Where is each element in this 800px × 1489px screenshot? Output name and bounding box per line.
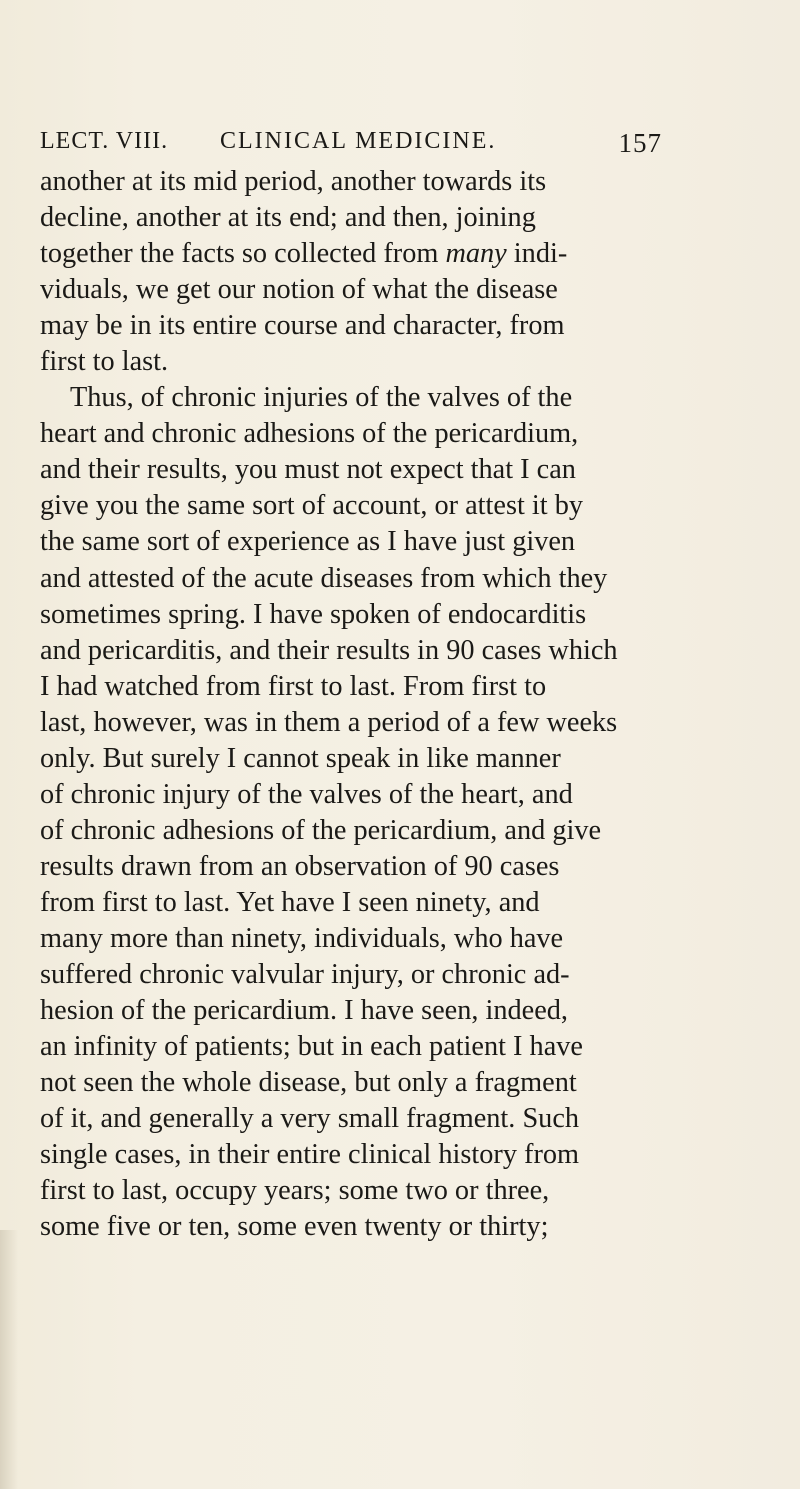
body-text (40, 164, 680, 1245)
text-line: some five or ten, some even twenty or thirty; (40, 1211, 549, 1243)
text-line: single cases, in their entire clinical history from (40, 1139, 580, 1171)
text-line: decline, another at its end; and then, joining (40, 202, 536, 234)
header-title: CLINICAL MEDICINE. (220, 128, 497, 154)
text-line: first to last. (40, 346, 169, 378)
text-line (40, 236, 680, 272)
text-line: from first to last. Yet have I seen ninety, and (40, 886, 540, 918)
text-line: last, however, was in them a period of a few weeks (40, 706, 618, 738)
text-line: many more than ninety, individuals, who have (40, 922, 564, 954)
page-number: 157 (618, 128, 662, 158)
text-line: another at its mid period, another towards its (40, 166, 547, 197)
text-line: and pericarditis, and their results in 90 cases which (40, 634, 618, 666)
text-line: not seen the whole disease, but only a fragment (40, 1067, 577, 1099)
text-line: give you the same sort of account, or attest it by (40, 490, 584, 522)
text-line: I had watched from first to last. From first to (40, 670, 547, 702)
running-header (40, 128, 662, 168)
text-line: may be in its entire course and character, from (40, 310, 565, 342)
page-edge-shadow (0, 1230, 18, 1489)
text-line: only. But surely I cannot speak in like manner (40, 742, 561, 774)
text-line: the same sort of experience as I have just given (40, 526, 576, 558)
text-line-start: together the facts so collected from (40, 238, 446, 270)
text-line: sometimes spring. I have spoken of endocarditis (40, 598, 587, 630)
text-line: Thus, of chronic injuries of the valves of the (70, 382, 573, 414)
text-line: first to last, occupy years; some two or three, (40, 1175, 550, 1207)
text-line: and their results, you must not expect that I can (40, 454, 576, 486)
text-line: of chronic adhesions of the pericardium, and give (40, 814, 602, 846)
text-line: of it, and generally a very small fragment. Such (40, 1103, 580, 1135)
text-line: results drawn from an observation of 90 cases (40, 850, 560, 882)
text-line: heart and chronic adhesions of the pericardium, (40, 418, 579, 450)
text-line: suffered chronic valvular injury, or chronic ad- (40, 959, 570, 991)
text-line: hesion of the pericardium. I have seen, indeed, (40, 995, 569, 1027)
text-line-end: indi- (506, 238, 568, 270)
header-lecture: LECT. VIII. (40, 128, 169, 154)
text-line: viduals, we get our notion of what the disease (40, 274, 558, 306)
text-line: of chronic injury of the valves of the heart, and (40, 778, 573, 810)
text-line: and attested of the acute diseases from which they (40, 562, 608, 594)
text-line: an infinity of patients; but in each patient I have (40, 1031, 583, 1063)
italic-word: many (445, 238, 507, 270)
